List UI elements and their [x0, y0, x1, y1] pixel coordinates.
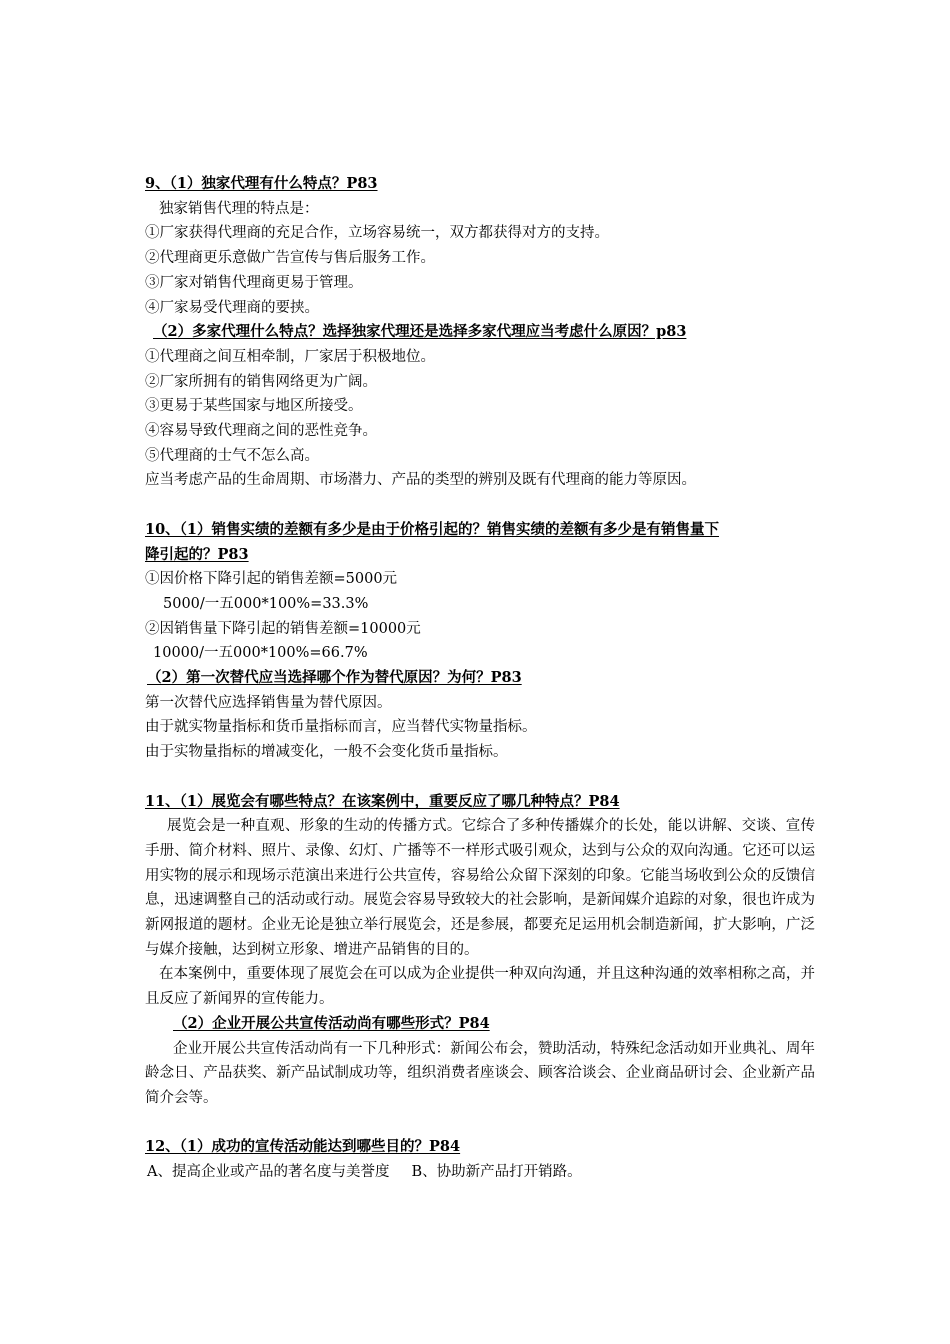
blank-line [145, 765, 815, 790]
q11-title: 11、（1）展览会有哪些特点？在该案例中，重要反应了哪几种特点？P84 [145, 792, 620, 810]
q10-line-4: 10000/一五000*100%=66.7% [153, 645, 368, 662]
q9-point-3: ③厂家对销售代理商更易于管理。 [145, 274, 363, 291]
q12-options [145, 1160, 815, 1185]
q12-option-a: A、提高企业或产品的著名度与美誉度 [147, 1164, 390, 1181]
q11-paragraph-3: 企业开展公共宣传活动尚有一下几种形式：新闻公布会，赞助活动，特殊纪念活动如开业典礼、周年龄念日、产品获奖、新产品试制成功等，组织消费者座谈会、顾客洽谈会、企业商品研讨会、企业新产品简介会等。 [145, 1040, 815, 1106]
q9-conclusion: 应当考虑产品的生命周期、市场潜力、产品的类型的辨别及既有代理商的能力等原因。 [145, 472, 696, 489]
q11-sub-title: （2）企业开展公共宣传活动尚有哪些形式？P84 [173, 1014, 490, 1032]
q9-sub-point-2: ②厂家所拥有的销售网络更为广阔。 [145, 373, 377, 390]
q10-line-2: 5000/一五000*100%=33.3% [163, 595, 369, 612]
q10-answer-2: 由于就实物量指标和货币量指标而言，应当替代实物量指标。 [145, 719, 537, 736]
q9-point-4: ④厂家易受代理商的要挟。 [145, 299, 319, 316]
q10-title-line-2: 降引起的？P83 [145, 545, 249, 563]
blank-line [145, 493, 815, 518]
document-page [145, 172, 815, 1185]
q9-sub-point-4: ④容易导致代理商之间的恶性竞争。 [145, 423, 377, 440]
q10-sub-title: （2）第一次替代应当选择哪个作为替代原因？为何？P83 [147, 669, 522, 687]
q9-title: 9、（1）独家代理有什么特点？P83 [145, 175, 378, 192]
q10-answer-3: 由于实物量指标的增减变化，一般不会变化货币量指标。 [145, 744, 508, 761]
q9-point-1: ①厂家获得代理商的充足合作，立场容易统一，双方都获得对方的支持。 [145, 225, 609, 242]
q10-title-line-1: 10、（1）销售实绩的差额有多少是由于价格引起的？销售实绩的差额有多少是有销售量下 [145, 520, 720, 538]
q12-title: 12、（1）成功的宣传活动能达到哪些目的？P84 [145, 1138, 461, 1156]
blank-line [145, 1111, 815, 1136]
q11-paragraph-2: 在本案例中，重要体现了展览会在可以成为企业提供一种双向沟通，并且这种沟通的效率相称之高，并且反应了新闻界的宣传能力。 [145, 966, 815, 1008]
q11-paragraph-1: 展览会是一种直观、形象的生动的传播方式。它综合了多种传播媒介的长处，能以讲解、交谈、宣传手册、简介材料、照片、录像、幻灯、广播等不一样形式吸引观众，达到与公众的双向沟通。它还可以运用实物的展示和现场示范演出来进行公共宣传，容易给公众留下深刻的印象。它能当场收到公众的反馈信息，迅速调整自己的活动或行动。展览会容易导致较大的社会影响，是新闻媒介追踪的对象，很也许成为新网报道的题材。企业无论是独立举行展览会，还是参展，都要充足运用机会制造新闻，扩大影响，广泛与媒介接触，达到树立形象、增进产品销售的目的。 [145, 818, 815, 958]
q9-point-2: ②代理商更乐意做广告宣传与售后服务工作。 [145, 250, 435, 267]
q9-sub-point-1: ①代理商之间互相牵制，厂家居于积极地位。 [145, 348, 435, 365]
q9-intro: 独家销售代理的特点是： [159, 200, 319, 217]
q9-sub-point-5: ⑤代理商的士气不怎么高。 [145, 447, 319, 464]
q10-line-3: ②因销售量下降引起的销售差额=10000元 [145, 620, 421, 637]
q10-line-1: ①因价格下降引起的销售差额=5000元 [145, 571, 398, 588]
q9-sub-title: （2）多家代理什么特点？选择独家代理还是选择多家代理应当考虑什么原因？p83 [153, 323, 687, 341]
q10-answer-1: 第一次替代应选择销售量为替代原因。 [145, 694, 392, 711]
q12-option-b: B、协助新产品打开销路。 [411, 1164, 582, 1181]
q9-sub-point-3: ③更易于某些国家与地区所接受。 [145, 398, 363, 415]
